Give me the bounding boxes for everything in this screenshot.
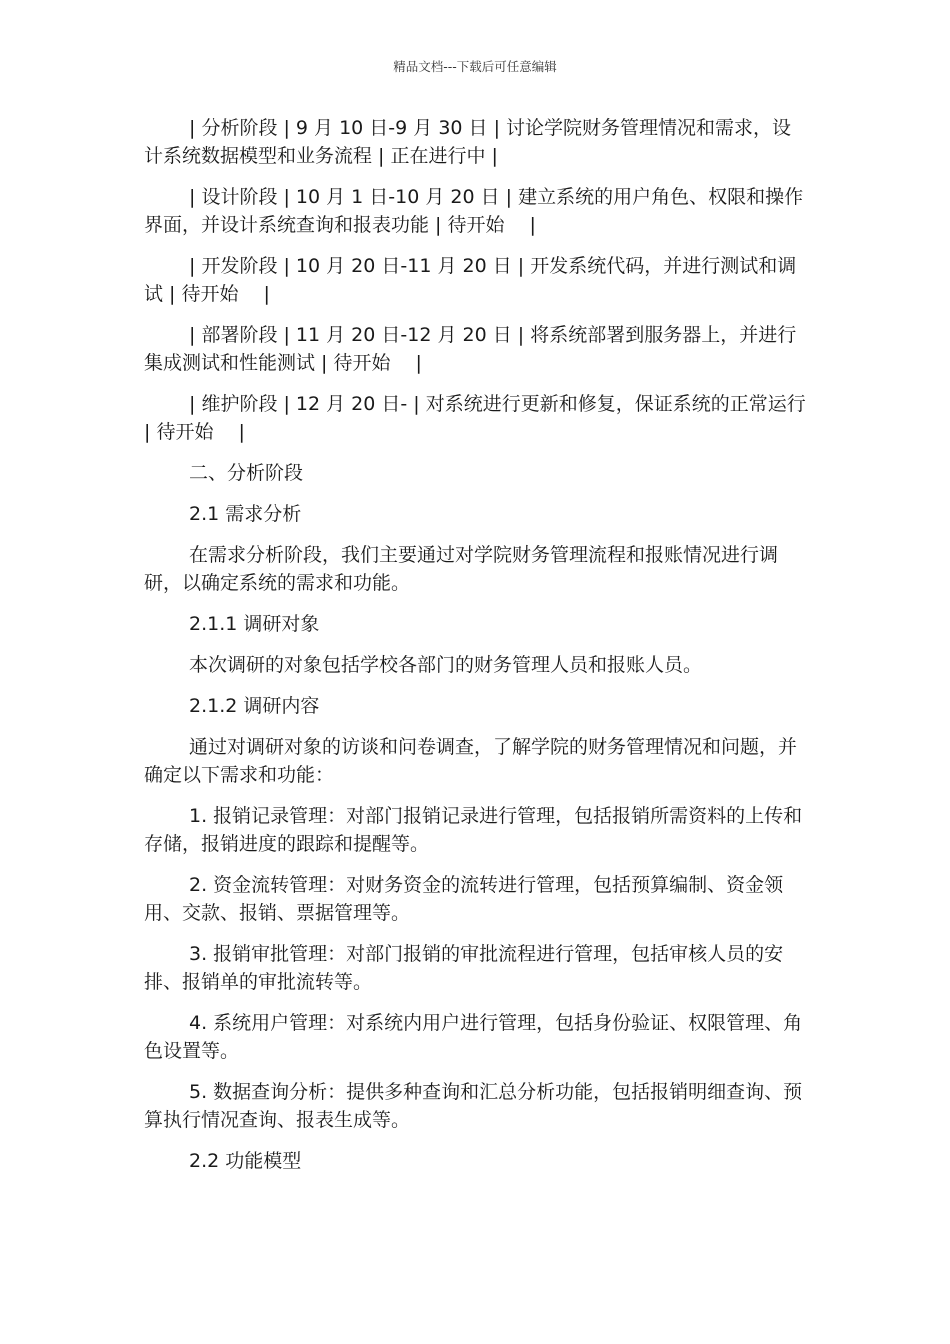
- table-row-development: | 开发阶段 | 10 月 20 日-11 月 20 日 | 开发系统代码，并进行测试和调试 | 待开始 |: [144, 255, 797, 305]
- list-item: 2. 资金流转管理：对财务资金的流转进行管理，包括预算编制、资金领用、交款、报销、票据管理等。: [144, 874, 784, 924]
- list-item: 3. 报销审批管理：对部门报销的审批流程进行管理，包括审核人员的安排、报销单的审批流转等。: [144, 943, 784, 993]
- subsection-heading: 2.1 需求分析: [189, 503, 302, 525]
- body-paragraph: 本次调研的对象包括学校各部门的财务管理人员和报账人员。: [189, 654, 703, 676]
- subsection-heading: 2.1.2 调研内容: [189, 695, 320, 717]
- document-body: [144, 114, 806, 1188]
- list-item: 5. 数据查询分析：提供多种查询和汇总分析功能，包括报销明细查询、预算执行情况查询、报表生成等。: [144, 1081, 803, 1131]
- body-paragraph: 通过对调研对象的访谈和问卷调查，了解学院的财务管理情况和问题，并确定以下需求和功能：: [144, 736, 798, 786]
- table-row-analysis: | 分析阶段 | 9 月 10 日-9 月 30 日 | 讨论学院财务管理情况和需求，设计系统数据模型和业务流程 | 正在进行中 |: [144, 117, 792, 167]
- table-row-maintenance: | 维护阶段 | 12 月 20 日- | 对系统进行更新和修复，保证系统的正常运行 | 待开始 |: [144, 393, 806, 443]
- list-item: 4. 系统用户管理：对系统内用户进行管理，包括身份验证、权限管理、角色设置等。: [144, 1012, 803, 1062]
- table-row-deployment: | 部署阶段 | 11 月 20 日-12 月 20 日 | 将系统部署到服务器上，并进行集成测试和性能测试 | 待开始 |: [144, 324, 797, 374]
- page-header: 精品文档---下载后可任意编辑: [393, 59, 557, 74]
- body-paragraph: 在需求分析阶段，我们主要通过对学院财务管理流程和报账情况进行调研，以确定系统的需求和功能。: [144, 544, 779, 594]
- subsection-heading: 2.2 功能模型: [189, 1150, 302, 1172]
- section-heading: 二、分析阶段: [189, 462, 304, 484]
- list-item: 1. 报销记录管理：对部门报销记录进行管理，包括报销所需资料的上传和存储，报销进度的跟踪和提醒等。: [144, 805, 803, 855]
- subsection-heading: 2.1.1 调研对象: [189, 613, 320, 635]
- table-row-design: | 设计阶段 | 10 月 1 日-10 月 20 日 | 建立系统的用户角色、权限和操作界面，并设计系统查询和报表功能 | 待开始 |: [144, 186, 804, 236]
